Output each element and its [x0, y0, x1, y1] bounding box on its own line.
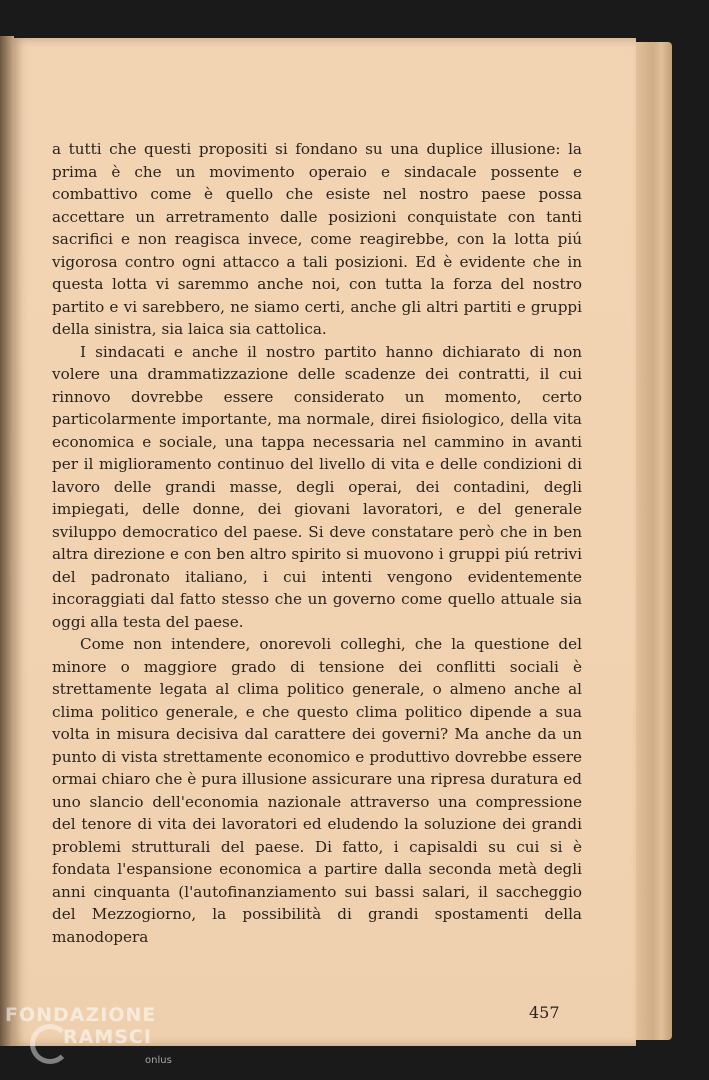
paragraph-3: Come non intendere, onorevoli colleghi, che la questione del minore o maggiore grado di tensione dei conflitti sociali è strettamente legata al clima politico generale, o almeno anche al clima politico generale, e che questo clima politico dipende a sua volta in misura decisiva dal carattere dei governi? Ma anche da un punto di vista strettamente economico e produttivo dovrebbe essere ormai chiaro che è pura illusione assicurare una ripresa duratura ed uno slancio dell'economia nazionale attraverso una compressione del tenore di vita dei lavoratori ed eludendo la soluzione dei grandi problemi strutturali del paese. Di fatto, i capisaldi su cui si è fondata l'espansione economica a partire dalla seconda metà degli anni cinquanta (l'autofinanziamento sui bassi salari, il saccheggio del Mezzogiorno, la possibilità di grandi spostamenti della manodopera	[52, 635, 582, 946]
body-text	[52, 138, 582, 948]
book-page	[12, 38, 636, 1046]
watermark-onlus: onlus	[145, 1055, 172, 1066]
page-stack-edge	[630, 42, 672, 1040]
page-number: 457	[529, 1003, 560, 1022]
paragraph-1: a tutti che questi propositi si fondano su una duplice illusione: la prima è che un movimento operaio e sindacale possente e combattivo come è quello che esiste nel nostro paese possa accettare un arretramento dalle posizioni conquistate con tanti sacrifici e non reagisca invece, come reagirebbe, con la lotta piú vigorosa contro ogni attacco a tali posizioni. Ed è evidente che in questa lotta vi saremmo anche noi, con tutta la forza del nostro partito e vi sarebbero, ne siamo certi, anche gli altri partiti e gruppi della sinistra, sia laica sia cattolica.	[52, 140, 582, 338]
paragraph-2: I sindacati e anche il nostro partito hanno dichiarato di non volere una drammatizzazione delle scadenze dei contratti, il cui rinnovo dovrebbe essere considerato un momento, certo particolarmente importante, ma normale, direi fisiologico, della vita economica e sociale, una tappa necessaria nel cammino in avanti per il miglioramento continuo del livello di vita e delle condizioni di lavoro delle grandi masse, degli operai, dei contadini, degli impiegati, delle donne, dei giovani lavoratori, e del generale sviluppo democratico del paese. Si deve constatare però che in ben altra direzione e con ben altro spirito si muovono i gruppi piú retrivi del padronato italiano, i cui intenti vengono evidentemente incoraggiati dal fatto stesso che un governo come quello attuale sia oggi alla testa del paese.	[52, 342, 582, 631]
watermark-line-1: FONDAZIONE	[5, 1004, 157, 1026]
fondazione-gramsci-watermark	[5, 998, 205, 1078]
watermark-line-2: RAMSCI	[63, 1026, 152, 1048]
